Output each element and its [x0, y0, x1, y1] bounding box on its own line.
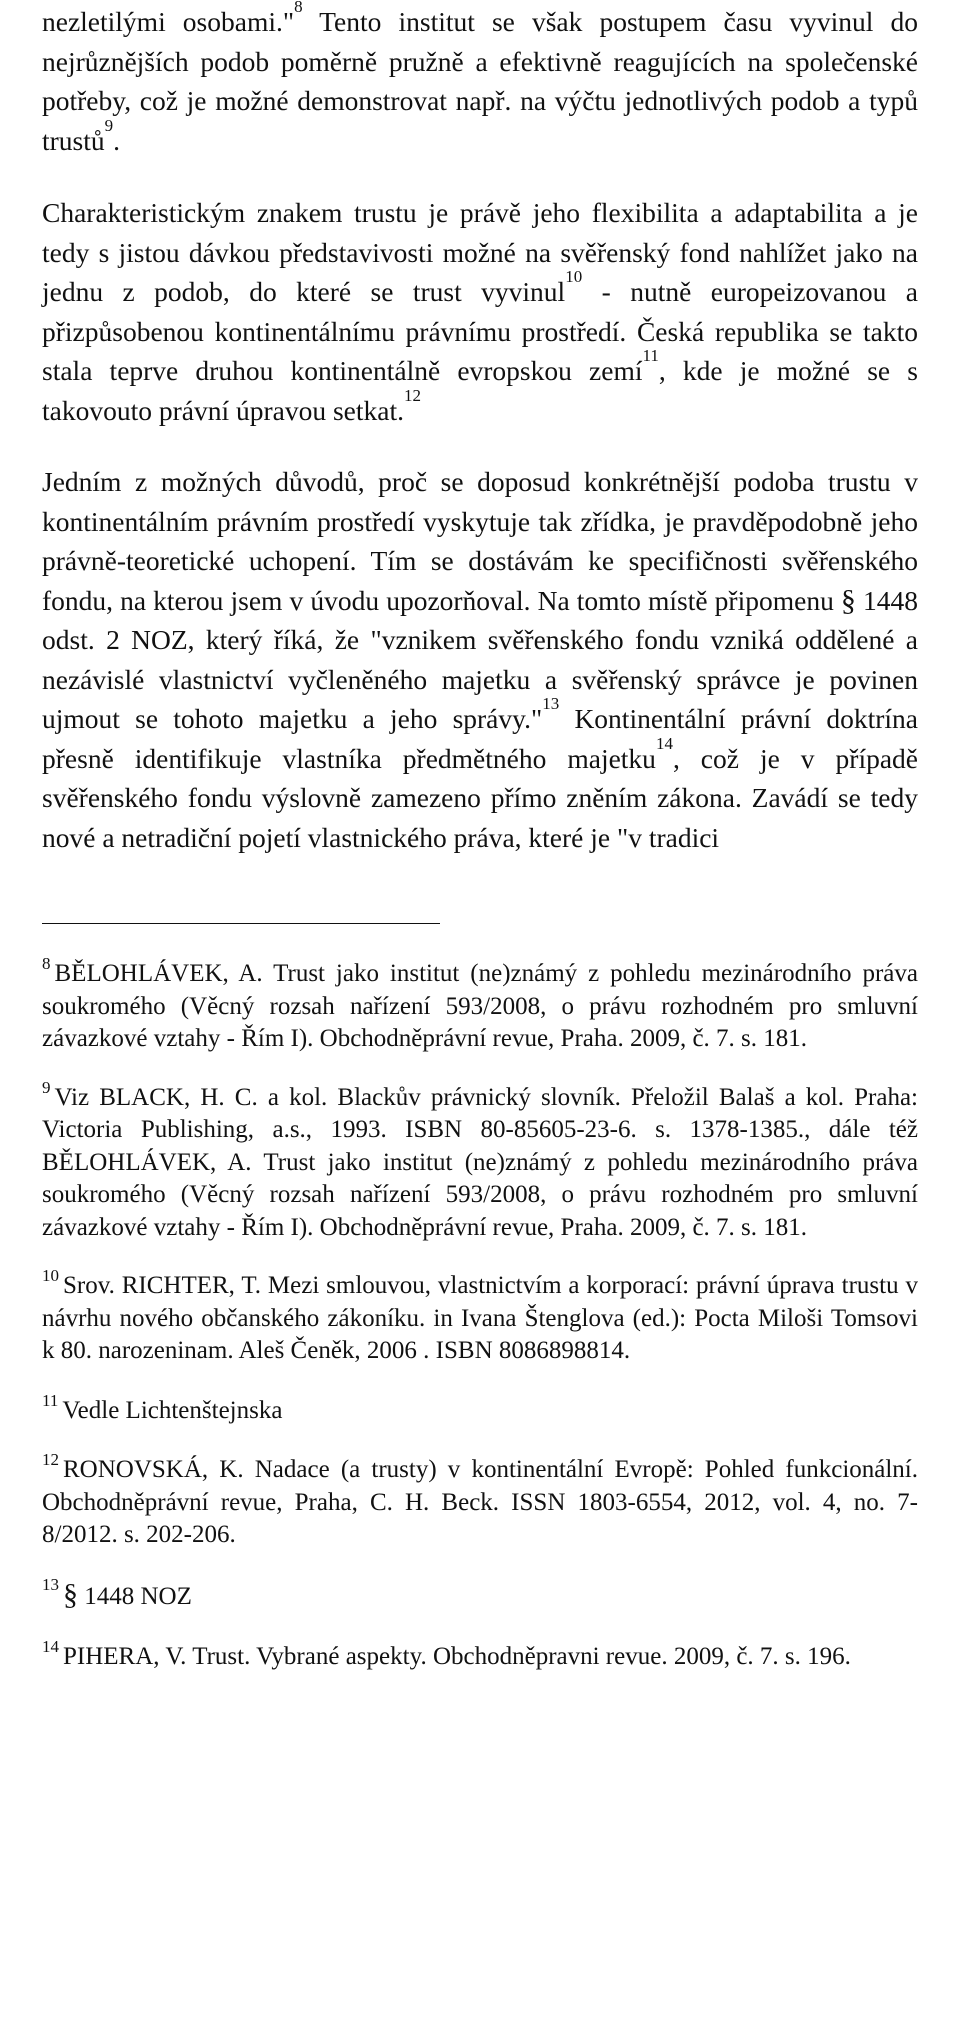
footnote-9 — [42, 1077, 918, 1245]
footnote-11-text: Vedle Lichtenštejnska — [62, 1396, 283, 1424]
footnote-13-section-symbol: § — [63, 1577, 78, 1611]
footnote-ref-9: 9 — [104, 115, 114, 135]
footnote-12 — [42, 1450, 918, 1552]
paragraph-2-text-a: Charakteristickým znakem trustu je právě jeho flexibilita a adaptabilita a je tedy s jistou dávkou představivosti možné na svěřenský fond nahlížet jako na jednu z podob, do které se trust vyvinul — [42, 197, 918, 307]
footnote-12-number: 12 — [42, 1450, 59, 1469]
paragraph-2-text-b: - nutně europeizovanou a přizpůsobenou kontinentálnímu právnímu prostředí. Česká republika se takto stala teprve druhou kontinentálně evropskou zemí — [42, 276, 918, 386]
footnote-ref-13: 13 — [542, 694, 560, 713]
paragraph-3-text-b: 1448 odst. 2 NOZ, který říká, že "vznikem svěřenského fondu vzniká oddělené a nezávislé vlastnictví vyčleněného majetku a svěřenský správce je povinen ujmout se tohoto majetku a jeho správy." — [42, 584, 918, 734]
footnote-14-text: PIHERA, V. Trust. Vybrané aspekty. Obchodněpravni revue. 2009, č. 7. s. 196. — [63, 1643, 851, 1670]
footnote-10-text: Srov. RICHTER, T. Mezi smlouvou, vlastnictvím a korporací: právní úprava trustu v návrhu nového občanského zákoníku. in Ivana Štenglova (ed.): Pocta Miloši Tomsovi k 80. narozeninam. Aleš Čeněk, 2006 . ISBN 8086898814. — [42, 1272, 918, 1364]
footnote-9-text: Viz BLACK, H. C. a kol. Blackův právnický slovník. Přeložil Balaš a kol. Praha: Victoria Publishing, a.s., 1993. ISBN 80-85605-23-6. s. 1378-1385., dále též BĚLOHLÁVEK, A. Trust jako institut (ne)známý z pohledu mezinárodního práva soukromého (Věcný rozsah nařízení 593/2008, o právu rozhodném pro smluvní závazkové vztahy - Řím I). Obchodněprávní revue, Praha. 2009, č. 7. s. 181. — [42, 1083, 918, 1241]
paragraph-2 — [42, 193, 918, 430]
footnote-9-number: 9 — [42, 1077, 51, 1097]
paragraph-1 — [42, 2, 918, 160]
footnote-11 — [42, 1390, 918, 1428]
footnote-8 — [42, 954, 918, 1056]
footnote-ref-10: 10 — [565, 267, 583, 286]
footnote-11-number: 11 — [42, 1390, 59, 1410]
paragraph-1-text-c: . — [113, 124, 121, 156]
document-page — [42, 0, 918, 1674]
section-symbol: § — [840, 583, 856, 617]
footnote-ref-12: 12 — [404, 385, 421, 405]
footnote-12-text: RONOVSKÁ, K. Nadace (a trusty) v kontinentální Evropě: Pohled funkcionální. Obchodněprávní revue, Praha, C. H. Beck. ISSN 1803-6554, 2012, vol. 4, no. 7-8/2012. s. 202-206. — [42, 1456, 918, 1548]
footnote-ref-8: 8 — [294, 0, 303, 16]
paragraph-1-text-a: nezletilými osobami." — [42, 6, 295, 37]
footnote-separator — [42, 923, 440, 924]
footnote-13 — [42, 1574, 918, 1614]
footnote-ref-14: 14 — [655, 733, 673, 753]
footnote-8-text: BĚLOHLÁVEK, A. Trust jako institut (ne)známý z pohledu mezinárodního práva soukromého (Věcný rozsah nařízení 593/2008, o právu rozhodném pro smluvní závazkové vztahy - Řím I). Obchodněprávní revue, Praha. 2009, č. 7. s. 181. — [42, 960, 918, 1052]
paragraph-3-text-a: Jedním z možných důvodů, proč se doposud konkrétnější podoba trustu v kontinentálním právním prostředí vyskytuje tak zřídka, je pravděpodobně jeho právně-teoretické uchopení. Tím se dostávám ke specifičnosti svěřenského fondu, na kterou jsem v úvodu upozorňoval. Na tomto místě připomenu — [42, 466, 918, 616]
footnote-8-number: 8 — [42, 954, 51, 973]
paragraph-3 — [42, 462, 918, 857]
footnote-14-number: 14 — [42, 1637, 59, 1656]
paragraph-3-text-d: , což je v případě svěřenského fondu výslovně zamezeno přímo zněním zákona. Zavádí se tedy nové a netradiční pojetí vlastnického práva, které je "v tradici — [42, 742, 918, 853]
footnote-13-text: 1448 NOZ — [78, 1582, 192, 1610]
footnote-10 — [42, 1266, 918, 1368]
footnote-13-number: 13 — [42, 1574, 59, 1594]
paragraph-2-text-c: , kde je možné se s takovouto právní úpravou setkat. — [42, 355, 919, 426]
paragraph-1-text-b: Tento institut se však postupem času vyvinul do nejrůznějších podob poměrně pružně a efektivně reagujících na společenské potřeby, což je možné demonstrovat např. na výčtu jednotlivých podob a typů trustů — [42, 6, 919, 156]
footnote-14 — [42, 1637, 918, 1674]
footnote-ref-11: 11 — [642, 346, 659, 365]
footnote-10-number: 10 — [42, 1266, 59, 1285]
paragraph-3-text-c: Kontinentální právní doktrína přesně identifikuje vlastníka předmětného majetku — [42, 703, 919, 774]
